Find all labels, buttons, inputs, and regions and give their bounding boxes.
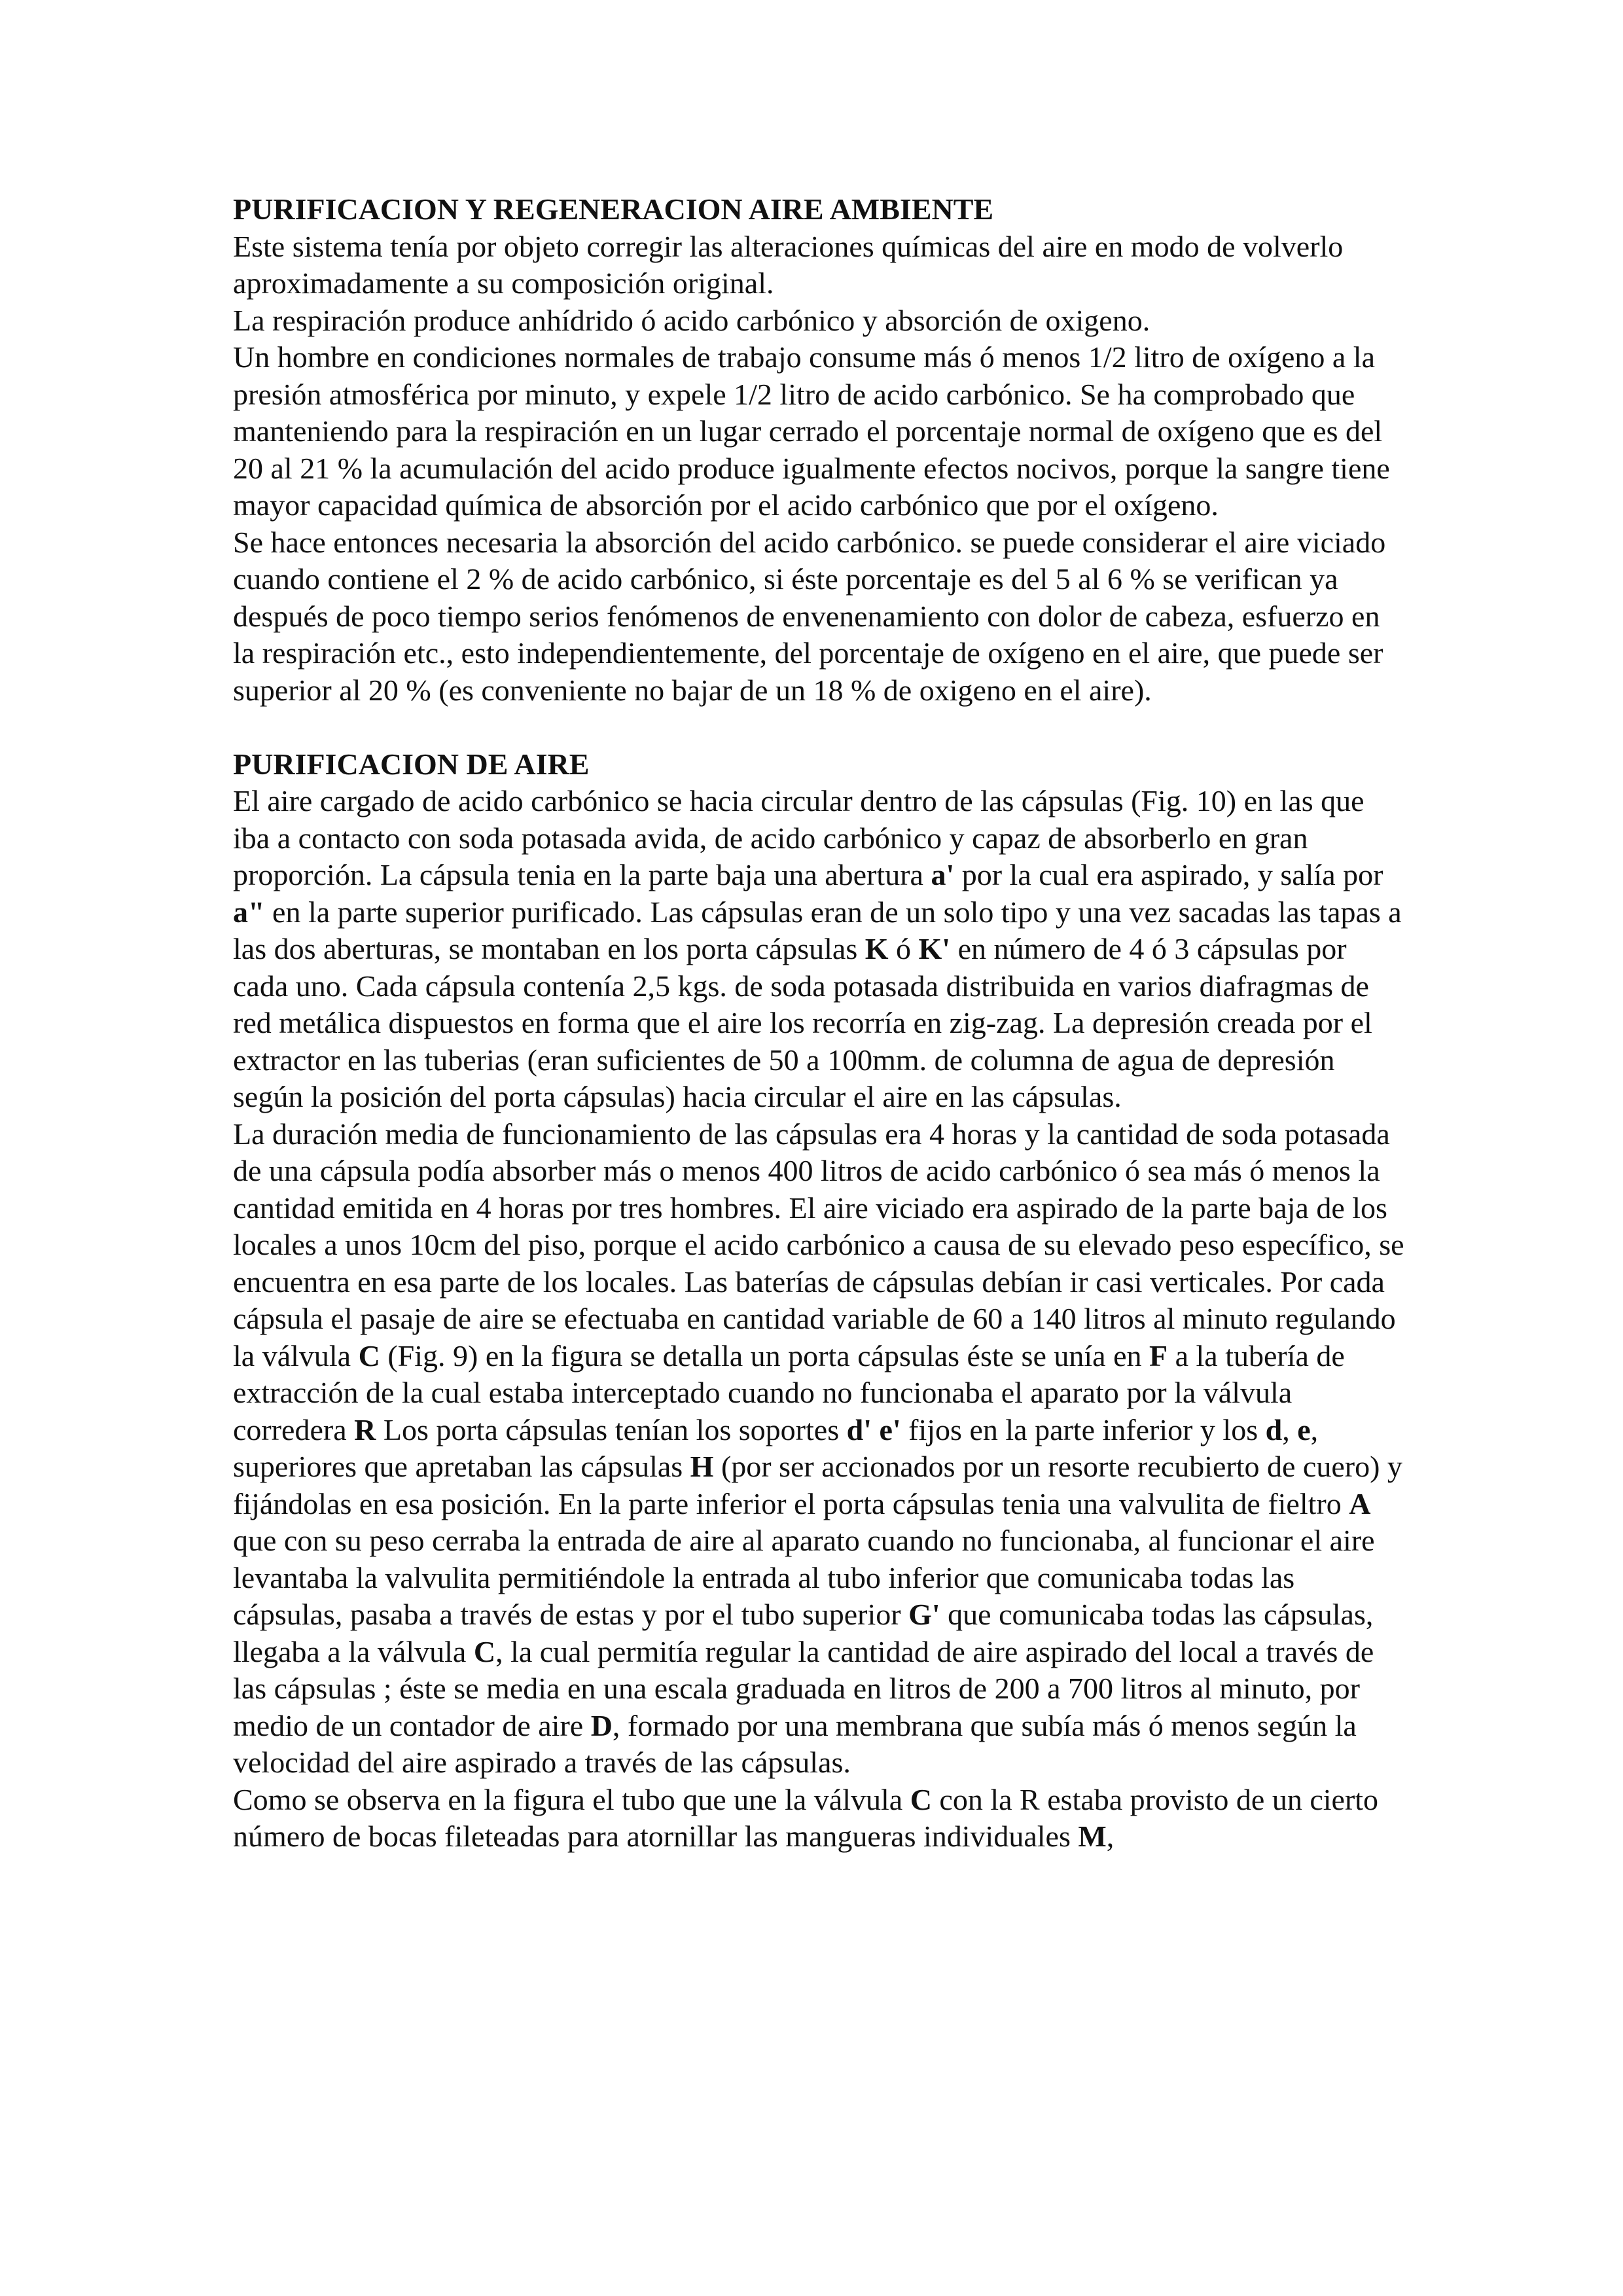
text-run: La duración media de funcionamiento de las cápsulas era 4 horas y la cantidad de soda potasada de una cápsula podía absorber más o menos 400 litros de acido carbónico ó sea más ó menos la cantidad emitida en 4 horas por tres hombres. El aire viciado era aspirado de la parte baja de los locales a unos 10cm del piso, porque el acido carbónico a causa de su elevado peso específico, se encuentra en esa parte de los locales. Las baterías de cápsulas debían ir casi verticales. Por cada cápsula el pasaje de aire se efectuaba en cantidad variable de 60 a 140 litros al minuto regulando la válvula [233,1117,1404,1372]
label-d-e-prime: d' e' [846,1412,901,1446]
text-run: (por ser accionados por un resorte recubierto de cuero) y fijándolas en esa posición. En la parte inferior el porta cápsulas tenia una valvulita de fieltro [233,1450,1402,1520]
text-run: por la cual era aspirado, y salía por [954,858,1383,891]
paragraph [233,1782,1404,1856]
text-run: ó [888,932,919,965]
label-k-prime: K' [918,932,951,965]
text-run: en número de 4 ó 3 cápsulas por cada uno. Cada cápsula contenía 2,5 kgs. de soda potasada distribuida en varios diafragmas de red metálica dispuestos en forma que el aire los recorría en zig-zag. La depresión creada por el extractor en las tuberias (eran suficientes de 50 a 100mm. de columna de agua de depresión según la posición del porta cápsulas) hacia circular el aire en las cápsulas. [233,932,1372,1113]
label-a-double-prime: a" [233,895,265,929]
text-run: a la tubería de extracción de la cual estaba interceptado cuando no funcionaba el aparato por la válvula corredera [233,1338,1345,1446]
paragraph: Se hace entonces necesaria la absorción del acido carbónico. se puede considerar el aire viciado cuando contiene el 2 % de acido carbónico, si éste porcentaje es del 5 al 6 % se verifican ya después de poco tiempo serios fenómenos de envenenamiento con dolor de cabeza, esfuerzo en la respiración etc., esto independientemente, del porcentaje de oxígeno en el aire, que puede ser superior al 20 % (es conveniente no bajar de un 18 % de oxigeno en el aire). [233,525,1386,707]
paragraph: Este sistema tenía por objeto corregir las alteraciones químicas del aire en modo de volverlo aproximadamente a su composición original. [233,229,1344,300]
label-c: C [473,1634,496,1668]
text-run: , [1282,1412,1298,1446]
paragraph: Un hombre en condiciones normales de trabajo consume más ó menos 1/2 litro de oxígeno a la presión atmosférica por minuto, y expele 1/2 litro de acido carbónico. Se ha comprobado que manteniendo para la respiración en un lugar cerrado el porcentaje normal de oxígeno que es del 20 al 21 % la acumulación del acido produce igualmente efectos nocivos, porque la sangre tiene mayor capacidad química de absorción por el acido carbónico que por el oxígeno. [233,340,1390,522]
text-run: que con su peso cerraba la entrada de aire al aparato cuando no funcionaba, al funcionar el aire levantaba la valvulita permitiéndole la entrada al tubo inferior que comunicaba todas las cápsulas, pasaba a través de estas y por el tubo superior [233,1524,1375,1631]
label-a: A [1349,1486,1371,1520]
label-d-upper: D [590,1708,613,1742]
text-run: , [1106,1820,1115,1853]
text-run: en la parte superior purificado. Las cápsulas eran de un solo tipo y una vez sacadas las tapas a las dos aberturas, se montaban en los porta cápsulas [233,895,1402,965]
section-title-purificacion-regeneracion: PURIFICACION Y REGENERACION AIRE AMBIENTE [233,192,994,226]
label-h: H [690,1450,714,1483]
document-page [233,191,1404,1856]
text-run: con la R estaba provisto de un cierto número de bocas fileteadas para atornillar las mangueras individuales [233,1782,1379,1853]
label-k: K [865,932,889,965]
section-spacer [233,709,1404,746]
label-m: M [1078,1820,1107,1853]
label-f: F [1149,1338,1168,1372]
text-run: , la cual permitía regular la cantidad de aire aspirado del local a través de las cápsulas ; éste se media en una escala graduada en litros de 200 a 700 litros al minuto, por medio de un contador de aire [233,1634,1374,1742]
text-run: , formado por una membrana que subía más ó menos según la velocidad del aire aspirado a través de las cápsulas. [233,1708,1357,1779]
text-run: Los porta cápsulas tenían los soportes [376,1412,847,1446]
text-run: , superiores que apretaban las cápsulas [233,1412,1319,1483]
paragraph: La respiración produce anhídrido ó acido carbónico y absorción de oxigeno. [233,303,1150,337]
text-run: Como se observa en la figura el tubo que une la válvula [233,1782,910,1816]
text-run: fijos en la parte inferior y los [901,1412,1266,1446]
label-r: R [354,1412,376,1446]
label-d: d [1265,1412,1283,1446]
section-title-purificacion-aire: PURIFICACION DE AIRE [233,747,590,781]
text-run: (Fig. 9) en la figura se detalla un porta cápsulas éste se unía en [380,1338,1149,1372]
label-c: C [910,1782,932,1816]
text-run: El aire cargado de acido carbónico se hacia circular dentro de las cápsulas (Fig. 10) en las que iba a contacto con soda potasada avida, de acido carbónico y capaz de absorberlo en gran proporción. La cápsula tenia en la parte baja una abertura [233,784,1364,891]
text-run: que comunicaba todas las cápsulas, llegaba a la válvula [233,1598,1374,1668]
label-c: C [358,1338,380,1372]
label-g-prime: G' [908,1598,940,1631]
label-a-prime: a' [931,858,955,891]
label-e: e [1297,1412,1311,1446]
paragraph [233,783,1404,1116]
paragraph [233,1116,1404,1782]
